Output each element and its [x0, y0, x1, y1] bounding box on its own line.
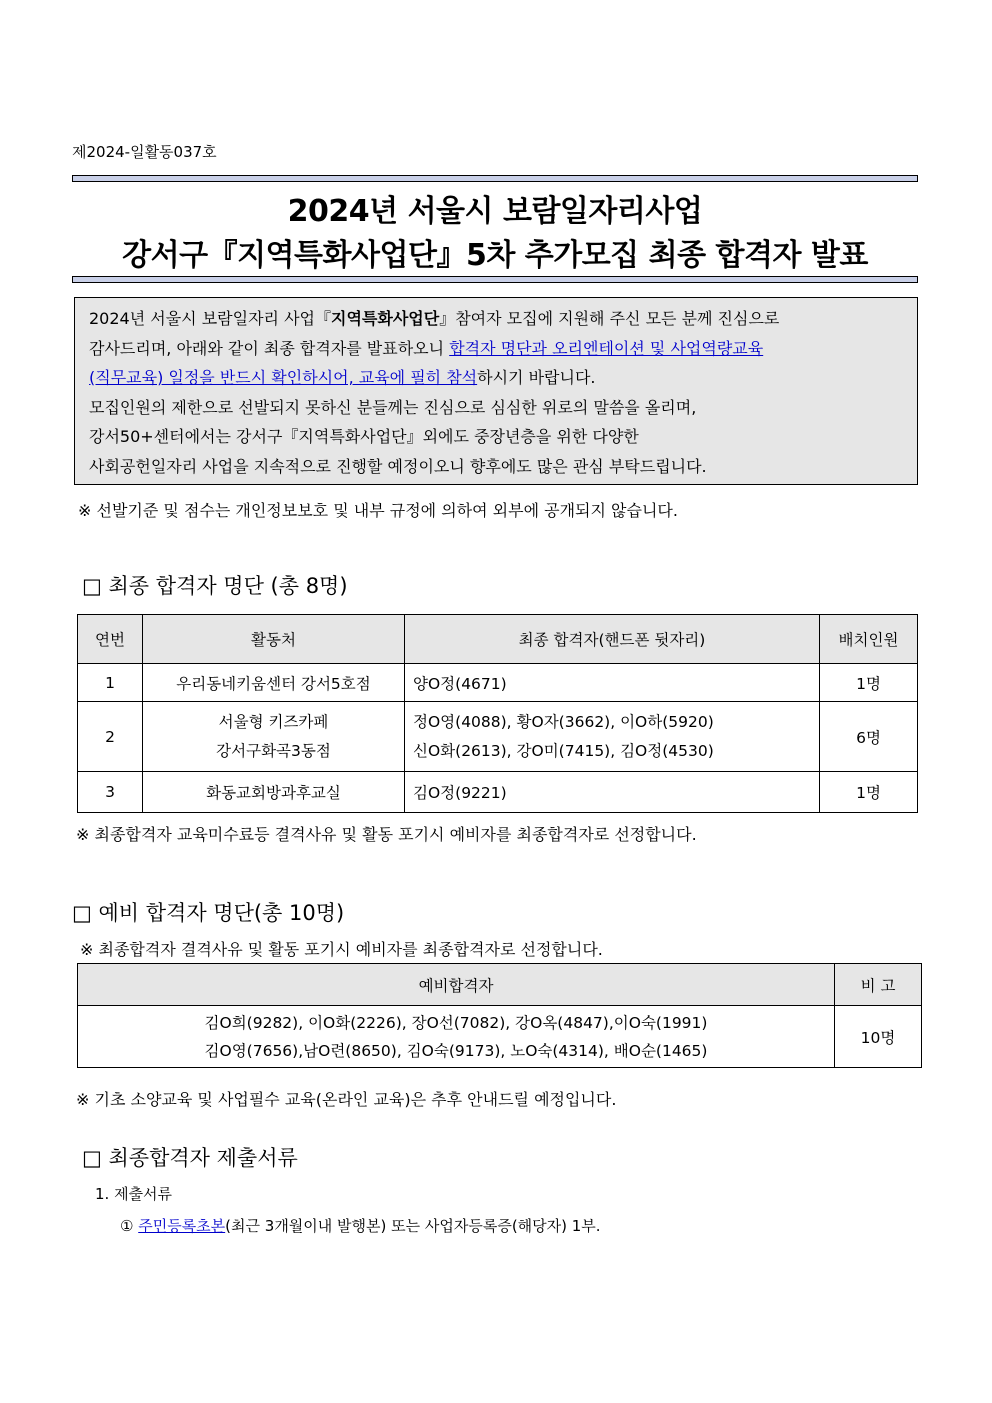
cell-no: 2 — [78, 702, 143, 772]
cell-names: 양O정(4671) — [405, 664, 820, 702]
cell-no: 3 — [78, 772, 143, 813]
intro-line-6: 사회공헌일자리 사업을 지속적으로 진행할 예정이오니 향후에도 많은 관심 부탁드립니다. — [89, 456, 707, 476]
intro-text: 2024년 서울시 보람일자리 사업『 — [89, 309, 331, 328]
cell-no: 1 — [78, 664, 143, 702]
cell-names: 김O정(9221) — [405, 772, 820, 813]
col-header-reserve: 예비합격자 — [78, 964, 835, 1006]
place-line: 서울형 키즈카페 — [218, 712, 329, 731]
document-number: 제2024-일활동037호 — [72, 143, 217, 161]
cell-count: 1명 — [820, 772, 918, 813]
col-header-remark: 비 고 — [835, 964, 922, 1006]
reserve-note: ※ 최종합격자 결격사유 및 활동 포기시 예비자를 최종합격자로 선정합니다. — [80, 940, 603, 959]
intro-line-2 — [89, 334, 907, 364]
documents-heading: □ 최종합격자 제출서류 — [82, 1146, 298, 1170]
table-row — [78, 664, 918, 702]
intro-line-1 — [89, 304, 907, 334]
final-table — [77, 614, 918, 813]
names-line: 김O희(9282), 이O화(2226), 장O선(7082), 강O옥(4847),이O숙(1991) — [204, 1013, 708, 1032]
cell-count: 6명 — [820, 702, 918, 772]
title-top-rule — [72, 175, 918, 182]
documents-item-1 — [120, 1215, 601, 1236]
page-title-line2: 강서구『지역특화사업단』5차 추가모집 최종 합격자 발표 — [122, 238, 868, 273]
names-line: 김O영(7656),남O련(8650), 김O숙(9173), 노O숙(4314), 배O순(1465) — [204, 1041, 708, 1060]
intro-line-5: 강서50+센터에서는 강서구『지역특화사업단』외에도 중장년층을 위한 다양한 — [89, 427, 639, 446]
page-title-line1: 2024년 서울시 보람일자리사업 — [287, 194, 703, 229]
cell-reserve-count: 10명 — [835, 1006, 922, 1068]
reserve-list-heading: □ 예비 합격자 명단(총 10명) — [72, 901, 345, 925]
cell-place — [143, 702, 405, 772]
intro-bold-text: 지역특화사업단 — [331, 309, 440, 328]
table-header-row — [78, 964, 922, 1006]
table-row — [78, 1006, 922, 1068]
final-list-heading: □ 최종 합격자 명단 (총 8명) — [82, 574, 348, 598]
reserve-table — [77, 963, 922, 1068]
item-number: ① — [120, 1217, 139, 1235]
intro-box — [74, 297, 918, 485]
resident-register-link[interactable]: 주민등록초본 — [138, 1217, 226, 1235]
final-note: ※ 최종합격자 교육미수료등 결격사유 및 활동 포기시 예비자를 최종합격자로 선정합니다. — [76, 825, 697, 844]
cell-count: 1명 — [820, 664, 918, 702]
intro-text: 하시기 바랍니다. — [477, 368, 596, 387]
documents-subheading: 1. 제출서류 — [95, 1185, 173, 1203]
intro-line-4: 모집인원의 제한으로 선발되지 못하신 분들께는 진심으로 심심한 위로의 말씀을 올리며, — [89, 397, 697, 417]
names-line: 신O화(2613), 강O미(7415), 김O정(4530) — [413, 741, 714, 760]
col-header-no: 연번 — [78, 615, 143, 664]
col-header-names: 최종 합격자(핸드폰 뒷자리) — [405, 615, 820, 664]
education-note: ※ 기초 소양교육 및 사업필수 교육(온라인 교육)은 추후 안내드릴 예정입니다. — [76, 1090, 617, 1109]
intro-highlight: (직무교육) 일정을 반드시 확인하시어, 교육에 필히 참석 — [89, 368, 478, 387]
item-text: (최근 3개월이내 발행본) 또는 사업자등록증(해당자) 1부. — [225, 1217, 601, 1235]
title-bottom-rule — [72, 276, 918, 283]
place-line: 강서구화곡3동점 — [216, 741, 331, 760]
col-header-count: 배치인원 — [820, 615, 918, 664]
intro-text: 』참여자 모집에 지원해 주신 모든 분께 진심으로 — [439, 309, 780, 328]
table-header-row — [78, 615, 918, 664]
cell-place: 화동교회방과후교실 — [143, 772, 405, 813]
privacy-note: ※ 선발기준 및 점수는 개인정보보호 및 내부 규정에 의하여 외부에 공개되지 않습니다. — [78, 501, 678, 520]
table-row — [78, 772, 918, 813]
table-row — [78, 702, 918, 772]
intro-line-3 — [89, 363, 907, 393]
intro-highlight: 합격자 명단과 오리엔테이션 및 사업역량교육 — [449, 338, 764, 358]
cell-reserve-names — [78, 1006, 835, 1068]
cell-names — [405, 702, 820, 772]
intro-text: 감사드리며, 아래와 같이 최종 합격자를 발표하오니 — [89, 338, 450, 358]
cell-place: 우리동네키움센터 강서5호점 — [143, 664, 405, 702]
col-header-place: 활동처 — [143, 615, 405, 664]
names-line: 정O영(4088), 황O자(3662), 이O하(5920) — [413, 712, 714, 731]
